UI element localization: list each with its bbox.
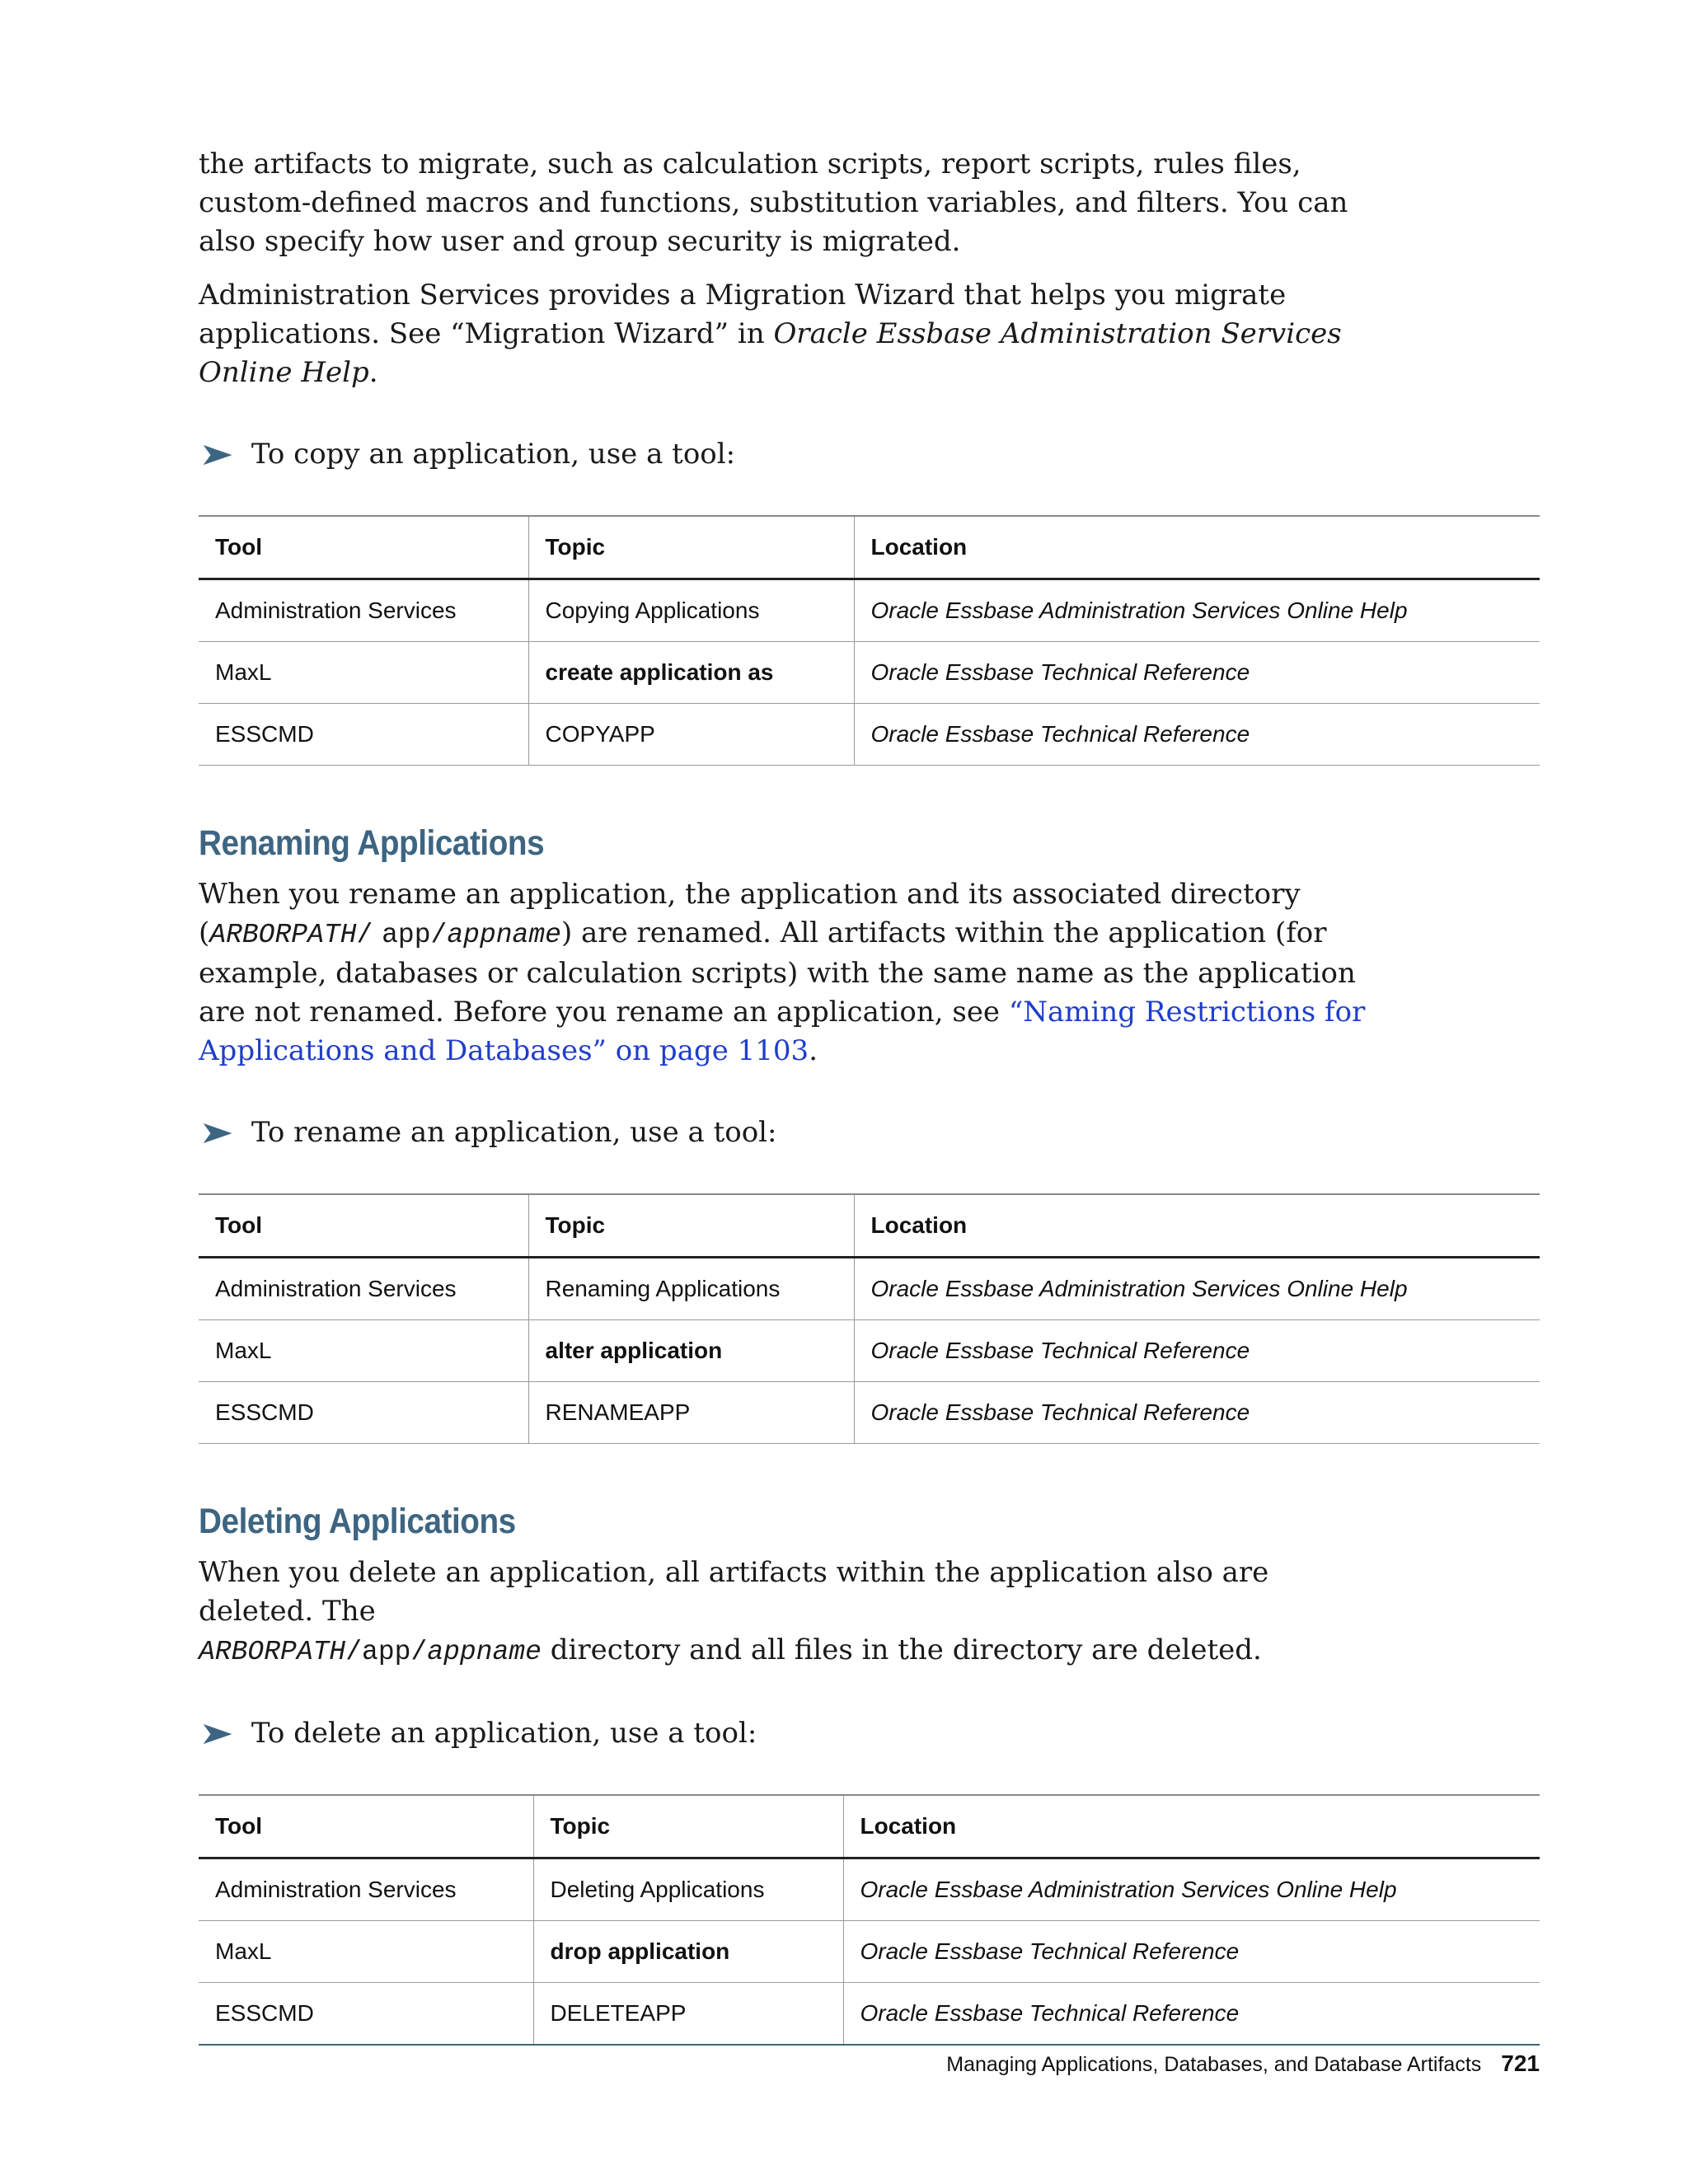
period: . bbox=[809, 1034, 818, 1067]
header-topic: Topic bbox=[528, 1194, 854, 1258]
footer-rule bbox=[199, 2044, 1540, 2046]
table-row bbox=[199, 1258, 1540, 1320]
path-appname: appname bbox=[427, 1637, 542, 1667]
rename-tools-table bbox=[199, 1193, 1540, 1444]
location-cell: Oracle Essbase Technical Reference bbox=[854, 642, 1540, 704]
deleting-paragraph bbox=[199, 1554, 1369, 1671]
step-arrow-icon: ➤ bbox=[199, 1715, 234, 1751]
deleting-text-b: directory and all files in the directory are deleted. bbox=[541, 1633, 1262, 1666]
table-row bbox=[199, 642, 1540, 704]
header-topic: Topic bbox=[528, 516, 854, 579]
tool-cell: Administration Services bbox=[199, 1858, 533, 1921]
copy-step-text: To copy an application, use a tool: bbox=[251, 438, 736, 471]
page-footer bbox=[946, 2050, 1540, 2077]
rename-step-text: To rename an application, use a tool: bbox=[251, 1116, 777, 1149]
topic-cell: Deleting Applications bbox=[533, 1858, 843, 1921]
page-number: 721 bbox=[1501, 2050, 1540, 2076]
tool-cell: Administration Services bbox=[199, 579, 528, 642]
renaming-heading: Renaming Applications bbox=[199, 823, 545, 863]
table-row bbox=[199, 1858, 1540, 1921]
renaming-text-a: When you rename an application, the application and its associated directory ( bbox=[199, 878, 1301, 949]
migration-wizard-paragraph bbox=[199, 276, 1369, 392]
tool-cell: ESSCMD bbox=[199, 704, 528, 766]
location-cell: Oracle Essbase Administration Services Online Help bbox=[843, 1858, 1540, 1921]
copy-step bbox=[199, 435, 1542, 474]
tool-cell: MaxL bbox=[199, 1921, 533, 1983]
rename-step bbox=[199, 1113, 1542, 1152]
table-header-row bbox=[199, 1795, 1540, 1858]
tool-cell: MaxL bbox=[199, 642, 528, 704]
location-cell: Oracle Essbase Technical Reference bbox=[854, 704, 1540, 766]
path-variable: ARBORPATH bbox=[199, 1637, 346, 1667]
path-separator: / bbox=[356, 920, 373, 950]
header-location: Location bbox=[854, 1194, 1540, 1258]
header-tool: Tool bbox=[199, 1795, 533, 1858]
path-app: /app/ bbox=[345, 1637, 428, 1667]
header-location: Location bbox=[854, 516, 1540, 579]
topic-cell: DELETEAPP bbox=[533, 1983, 843, 2045]
table-row bbox=[199, 1382, 1540, 1444]
tool-cell: MaxL bbox=[199, 1320, 528, 1382]
topic-cell: drop application bbox=[533, 1921, 843, 1983]
table-row bbox=[199, 704, 1540, 766]
tool-cell: ESSCMD bbox=[199, 1983, 533, 2045]
topic-cell: alter application bbox=[528, 1320, 854, 1382]
topic-cell: COPYAPP bbox=[528, 704, 854, 766]
table-header-row bbox=[199, 516, 1540, 579]
header-topic: Topic bbox=[533, 1795, 843, 1858]
footer-title: Managing Applications, Databases, and Database Artifacts bbox=[946, 2053, 1482, 2076]
renaming-paragraph bbox=[199, 875, 1369, 1071]
tool-cell: Administration Services bbox=[199, 1258, 528, 1320]
location-cell: Oracle Essbase Technical Reference bbox=[843, 1921, 1540, 1983]
table-row bbox=[199, 579, 1540, 642]
table-row bbox=[199, 1921, 1540, 1983]
period: . bbox=[368, 356, 378, 389]
delete-step-text: To delete an application, use a tool: bbox=[251, 1717, 757, 1750]
path-app: app/ bbox=[382, 920, 448, 950]
location-cell: Oracle Essbase Technical Reference bbox=[854, 1382, 1540, 1444]
online-help-ref: Oracle Essbase Administration Services Online Help bbox=[199, 317, 1342, 389]
topic-cell: create application as bbox=[528, 642, 854, 704]
naming-restrictions-link[interactable]: “Naming Restrictions for Applications and Databases” on page 1103 bbox=[199, 996, 1366, 1067]
migration-wizard-text: Administration Services provides a Migration Wizard that helps you migrate applications. See “Migration Wizard” in bbox=[199, 279, 1287, 350]
copy-tools-table bbox=[199, 515, 1540, 766]
renaming-text-b: ) are renamed. All artifacts within the application (for example, databases or calculation scripts) with the same name as the application are not renamed. Before you rename an application, see bbox=[199, 916, 1356, 1029]
table-row bbox=[199, 1983, 1540, 2045]
deleting-text-a: When you delete an application, all artifacts within the application also are deleted. The bbox=[199, 1556, 1269, 1628]
header-tool: Tool bbox=[199, 516, 528, 579]
path-variable: ARBORPATH bbox=[209, 920, 357, 950]
path-appname: appname bbox=[447, 920, 561, 950]
header-location: Location bbox=[843, 1795, 1540, 1858]
location-cell: Oracle Essbase Technical Reference bbox=[854, 1320, 1540, 1382]
page-content bbox=[199, 145, 1542, 2045]
deleting-heading: Deleting Applications bbox=[199, 1502, 516, 1541]
table-header-row bbox=[199, 1194, 1540, 1258]
location-cell: Oracle Essbase Administration Services Online Help bbox=[854, 579, 1540, 642]
topic-cell: Renaming Applications bbox=[528, 1258, 854, 1320]
tool-cell: ESSCMD bbox=[199, 1382, 528, 1444]
table-row bbox=[199, 1320, 1540, 1382]
location-cell: Oracle Essbase Technical Reference bbox=[843, 1983, 1540, 2045]
header-tool: Tool bbox=[199, 1194, 528, 1258]
step-arrow-icon: ➤ bbox=[199, 436, 234, 472]
location-cell: Oracle Essbase Administration Services Online Help bbox=[854, 1258, 1540, 1320]
delete-tools-table bbox=[199, 1794, 1540, 2045]
intro-paragraph: the artifacts to migrate, such as calculation scripts, report scripts, rules files, custom-defined macros and functions, substitution variables, and filters. You can also specify how user and group security is migrated. bbox=[199, 148, 1348, 258]
topic-cell: RENAMEAPP bbox=[528, 1382, 854, 1444]
topic-cell: Copying Applications bbox=[528, 579, 854, 642]
delete-step bbox=[199, 1714, 1542, 1753]
step-arrow-icon: ➤ bbox=[199, 1114, 234, 1151]
